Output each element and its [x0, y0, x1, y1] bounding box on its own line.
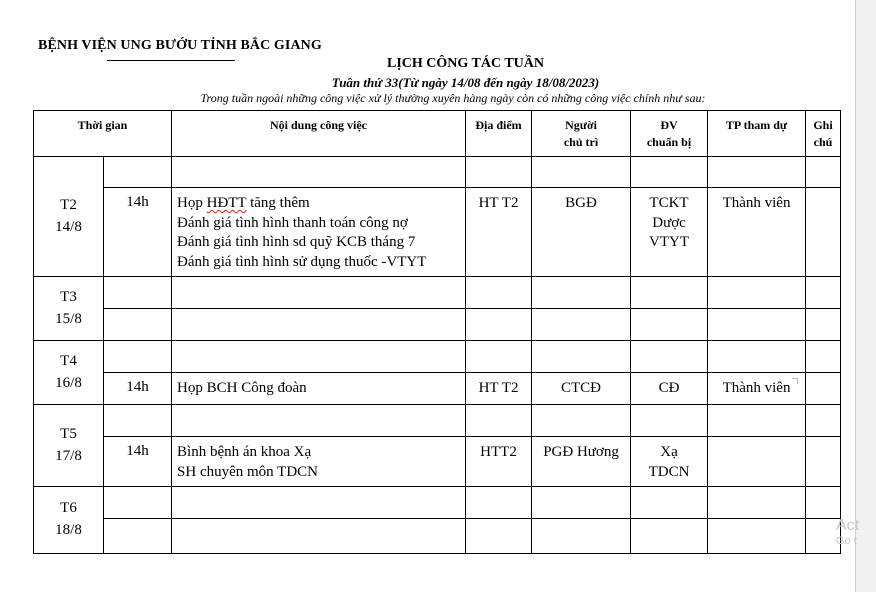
- host-cell: BGĐ: [532, 188, 631, 277]
- header-prep: ĐV chuẩn bị: [631, 111, 708, 157]
- place-cell: HTT2: [466, 437, 532, 487]
- table-row: [34, 373, 841, 405]
- header-time: Thời gian: [34, 111, 172, 157]
- table-row: [34, 341, 841, 373]
- day-cell-t2: T2 14/8: [34, 157, 104, 277]
- header-attend: TP tham dự: [708, 111, 806, 157]
- time-cell: 14h: [104, 437, 172, 487]
- table-row: [34, 157, 841, 188]
- content-cell: Họp BCH Công đoàn: [172, 373, 466, 405]
- table-row: [34, 277, 841, 309]
- week-subtitle: Tuần thứ 33(Từ ngày 14/08 đến ngày 18/08/2023): [331, 75, 600, 90]
- prep-cell: TCKT Dược VTYT: [631, 188, 708, 277]
- content-cell: Bình bệnh án khoa Xạ SH chuyên môn TDCN: [172, 437, 466, 487]
- spellcheck-word: HĐTT: [206, 195, 247, 211]
- schedule-title: LỊCH CÔNG TÁC TUẦN: [386, 56, 544, 71]
- day-cell-t5: T5 17/8: [34, 405, 104, 487]
- time-cell: 14h: [104, 188, 172, 277]
- prep-cell: CĐ: [631, 373, 708, 405]
- corner-mark-icon: [792, 378, 798, 384]
- host-cell: PGĐ Hương: [532, 437, 631, 487]
- day-cell-t4: T4 16/8: [34, 341, 104, 405]
- host-cell: CTCĐ: [532, 373, 631, 405]
- prep-cell: Xạ TDCN: [631, 437, 708, 487]
- table-row: [34, 309, 841, 341]
- header-host: Người chủ trì: [532, 111, 631, 157]
- table-row: [34, 405, 841, 437]
- place-cell: HT T2: [466, 373, 532, 405]
- day-cell-t3: T3 15/8: [34, 277, 104, 341]
- weekly-schedule-table: [33, 110, 841, 554]
- hospital-name: BỆNH VIỆN UNG BƯỚU TỈNH BẮC GIANG: [38, 38, 322, 53]
- attend-cell: Thành viên: [708, 373, 806, 405]
- intro-note: Trong tuần ngoài những công việc xử lý thường xuyên hàng ngày còn có những công việc chính như sau:: [200, 91, 706, 105]
- header-place: Địa điểm: [466, 111, 532, 157]
- place-cell: HT T2: [466, 188, 532, 277]
- activation-watermark: Act Go t: [836, 517, 860, 548]
- time-cell: 14h: [104, 373, 172, 405]
- content-cell: Họp HĐTT tăng thêm Đánh giá tình hình thanh toán công nợ Đánh giá tình hình sd quỹ KCB tháng 7 Đánh giá tình hình sử dụng thuốc -VTYT: [172, 188, 466, 277]
- header-note: Ghi chú: [806, 111, 841, 157]
- table-row: [34, 188, 841, 277]
- table-row: [34, 487, 841, 519]
- header-row: [34, 111, 841, 157]
- table-row: [34, 519, 841, 554]
- table-row: [34, 437, 841, 487]
- attend-cell: Thành viên: [708, 188, 806, 277]
- header-content: Nội dung công việc: [172, 111, 466, 157]
- day-cell-t6: T6 18/8: [34, 487, 104, 554]
